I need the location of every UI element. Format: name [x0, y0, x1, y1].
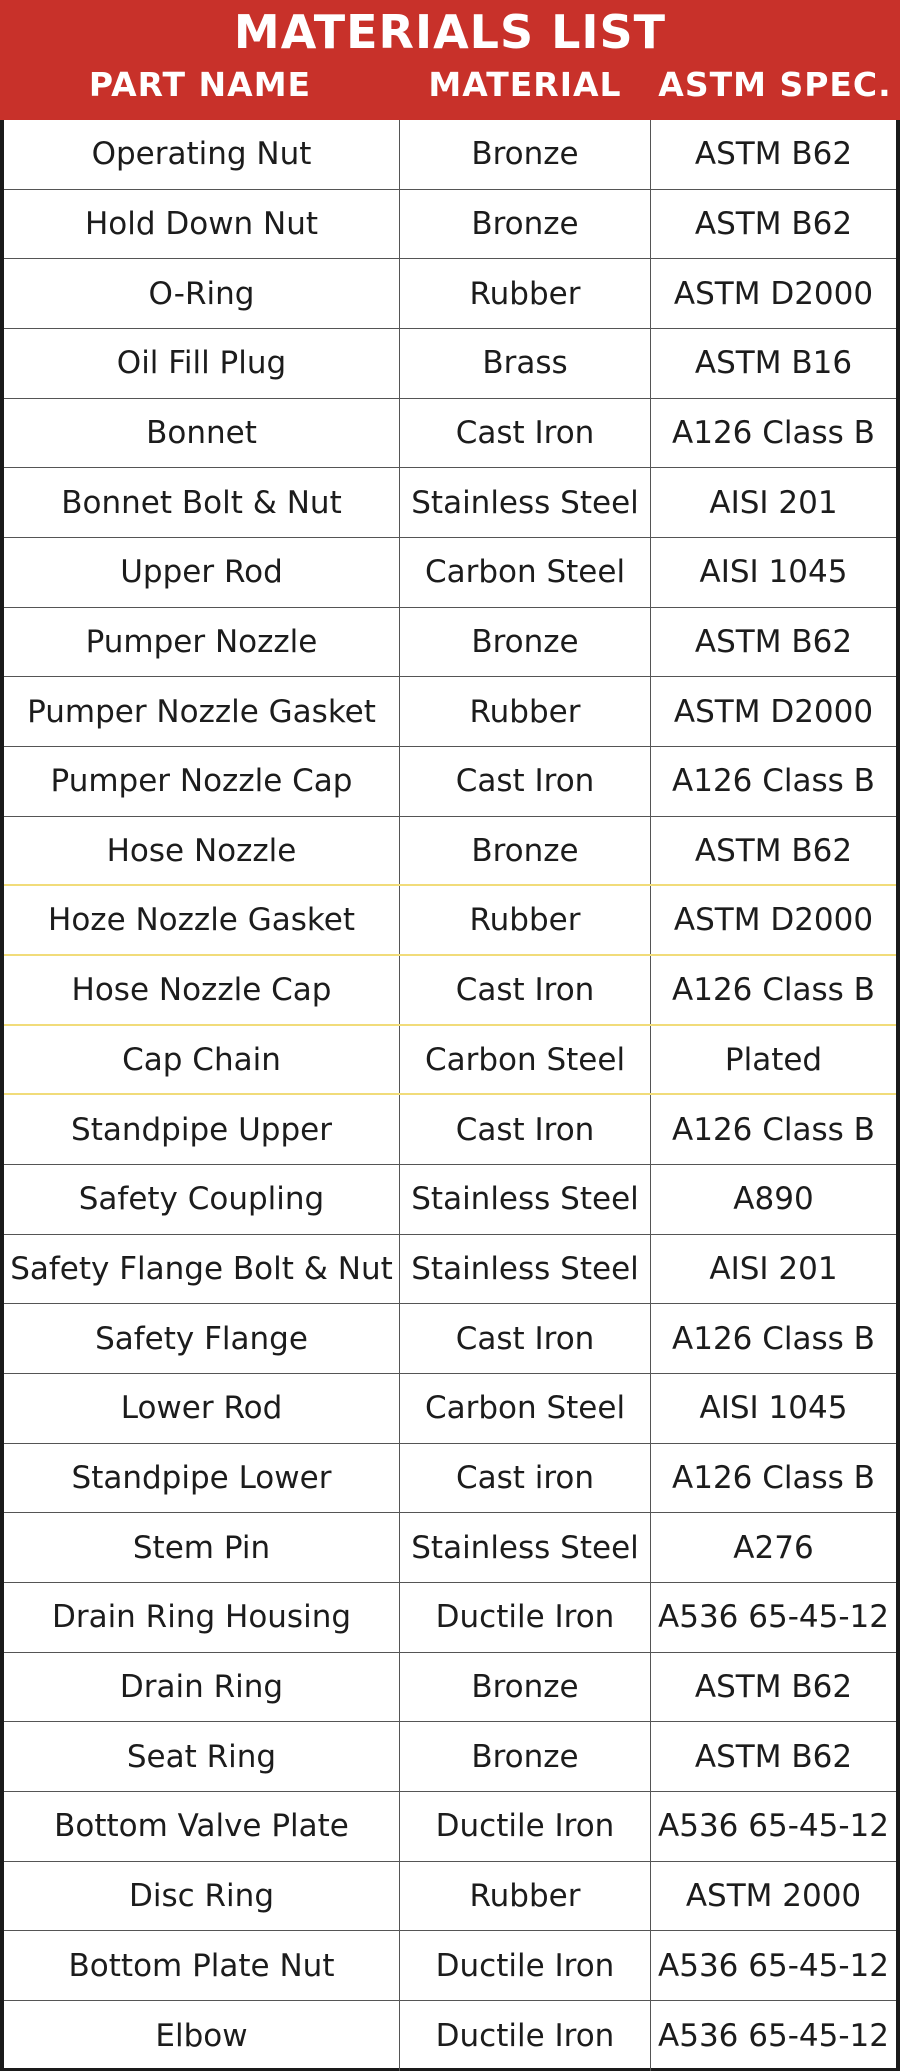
material-cell: Ductile Iron — [400, 2001, 651, 2071]
table-row — [4, 1653, 896, 1723]
astm-spec-cell: A536 65-45-12 — [658, 1947, 889, 1984]
material-cell: Cast Iron — [400, 399, 651, 468]
astm-spec-cell: ASTM B62 — [694, 832, 853, 869]
material-cell: Cast Iron — [400, 747, 651, 816]
astm-spec-cell: ASTM B62 — [694, 206, 853, 242]
material-cell: Ductile Iron — [400, 1583, 651, 1652]
astm-spec-cell: AISI 1045 — [699, 1390, 848, 1427]
table-row — [4, 2001, 896, 2071]
part-name-cell: Hose Nozzle Cap — [4, 956, 400, 1024]
astm-spec-cell: AISI 201 — [709, 1251, 838, 1288]
material-cell: Bronze — [400, 608, 651, 677]
material-cell: Rubber — [400, 259, 651, 328]
table-row — [4, 956, 896, 1026]
part-name-cell: Seat Ring — [4, 1722, 400, 1791]
table-row — [4, 1583, 896, 1653]
material-cell: Cast Iron — [400, 1095, 651, 1164]
part-name-cell: Pumper Nozzle Cap — [4, 747, 400, 816]
part-name-cell: Pumper Nozzle Gasket — [4, 677, 400, 746]
astm-spec-cell: A276 — [733, 1529, 814, 1566]
astm-spec-cell: A890 — [733, 1181, 814, 1218]
table-row — [4, 538, 896, 608]
astm-spec-cell: A126 Class B — [672, 971, 875, 1008]
material-cell: Stainless Steel — [400, 1513, 651, 1582]
part-name-cell: Bonnet Bolt & Nut — [4, 468, 400, 537]
material-cell: Cast Iron — [400, 1304, 651, 1373]
astm-spec-cell: AISI 1045 — [699, 554, 848, 591]
column-header-material: MATERIAL — [428, 65, 622, 104]
material-cell: Rubber — [400, 1862, 651, 1931]
part-name-cell: Lower Rod — [4, 1374, 400, 1443]
astm-spec-cell: A126 Class B — [672, 1320, 875, 1357]
part-name-cell: Upper Rod — [4, 538, 400, 607]
table-row — [4, 747, 896, 817]
page-title: MATERIALS LIST — [233, 5, 667, 59]
astm-spec-cell: ASTM D2000 — [673, 902, 874, 939]
table-row — [4, 1722, 896, 1792]
astm-spec-cell: ASTM B62 — [694, 136, 853, 173]
material-cell: Ductile Iron — [400, 1931, 651, 2000]
astm-spec-cell: ASTM D2000 — [673, 275, 874, 312]
column-header-astm-spec: ASTM SPEC. — [658, 65, 892, 104]
material-cell: Brass — [400, 329, 651, 398]
astm-spec-cell: ASTM B62 — [694, 624, 853, 661]
part-name-cell: Safety Coupling — [4, 1165, 400, 1234]
part-name-cell: Bottom Plate Nut — [4, 1931, 400, 2000]
astm-spec-cell: ASTM 2000 — [685, 1878, 862, 1915]
material-cell: Cast Iron — [400, 956, 651, 1024]
table-row — [4, 1304, 896, 1374]
table-row — [4, 677, 896, 747]
part-name-cell: Drain Ring Housing — [4, 1583, 400, 1652]
part-name-cell: Standpipe Lower — [4, 1444, 400, 1513]
astm-spec-cell: A536 65-45-12 — [658, 2017, 889, 2054]
part-name-cell: Stem Pin — [4, 1513, 400, 1582]
part-name-cell: Pumper Nozzle — [4, 608, 400, 677]
material-cell: Rubber — [400, 886, 651, 954]
part-name-cell: Standpipe Upper — [4, 1095, 400, 1164]
astm-spec-cell: A126 Class B — [672, 1111, 875, 1148]
table-row — [4, 1165, 896, 1235]
materials-table — [0, 120, 900, 2071]
part-name-cell: Hose Nozzle — [4, 817, 400, 885]
material-cell: Bronze — [400, 1653, 651, 1722]
part-name-cell: Disc Ring — [4, 1862, 400, 1931]
astm-spec-cell: AISI 201 — [709, 484, 838, 521]
table-row — [4, 817, 896, 887]
table-row — [4, 1862, 896, 1932]
material-cell: Carbon Steel — [400, 538, 651, 607]
table-header — [0, 0, 900, 120]
table-row — [4, 1235, 896, 1305]
material-cell: Bronze — [400, 1722, 651, 1791]
material-cell: Carbon Steel — [400, 1374, 651, 1443]
part-name-cell: Safety Flange Bolt & Nut — [4, 1235, 400, 1304]
astm-spec-cell: A126 Class B — [672, 763, 875, 800]
part-name-cell: Operating Nut — [4, 120, 400, 189]
table-row — [4, 399, 896, 469]
material-cell: Bronze — [400, 817, 651, 885]
astm-spec-cell: A126 Class B — [672, 415, 875, 452]
material-cell: Bronze — [400, 190, 651, 259]
table-row — [4, 1792, 896, 1862]
table-row — [4, 468, 896, 538]
astm-spec-cell: A126 Class B — [672, 1460, 875, 1497]
table-row — [4, 886, 896, 956]
table-row — [4, 329, 896, 399]
material-cell: Carbon Steel — [400, 1026, 651, 1094]
column-header-part-name: PART NAME — [88, 65, 312, 104]
table-row — [4, 190, 896, 260]
part-name-cell: Hold Down Nut — [4, 190, 400, 259]
material-cell: Bronze — [400, 120, 651, 189]
table-row — [4, 1444, 896, 1514]
table-row — [4, 120, 896, 190]
astm-spec-cell: A536 65-45-12 — [658, 1808, 889, 1845]
material-cell: Rubber — [400, 677, 651, 746]
table-row — [4, 1931, 896, 2001]
material-cell: Stainless Steel — [400, 468, 651, 537]
astm-spec-cell: ASTM D2000 — [673, 693, 874, 730]
table-row — [4, 1513, 896, 1583]
table-row — [4, 608, 896, 678]
part-name-cell: Bottom Valve Plate — [4, 1792, 400, 1861]
material-cell: Ductile Iron — [400, 1792, 651, 1861]
part-name-cell: O-Ring — [4, 259, 400, 328]
material-cell: Cast iron — [400, 1444, 651, 1513]
table-row — [4, 1095, 896, 1165]
astm-spec-cell: Plated — [724, 1041, 823, 1078]
table-row — [4, 1374, 896, 1444]
astm-spec-cell: A536 65-45-12 — [658, 1599, 889, 1636]
part-name-cell: Bonnet — [4, 399, 400, 468]
part-name-cell: Oil Fill Plug — [4, 329, 400, 398]
astm-spec-cell: ASTM B62 — [694, 1738, 853, 1775]
astm-spec-cell: ASTM B62 — [694, 1669, 853, 1706]
part-name-cell: Safety Flange — [4, 1304, 400, 1373]
material-cell: Stainless Steel — [400, 1235, 651, 1304]
table-row — [4, 1026, 896, 1096]
part-name-cell: Cap Chain — [4, 1026, 400, 1094]
part-name-cell: Hoze Nozzle Gasket — [4, 886, 400, 954]
part-name-cell: Elbow — [4, 2001, 400, 2071]
astm-spec-cell: ASTM B16 — [694, 345, 853, 382]
table-row — [4, 259, 896, 329]
part-name-cell: Drain Ring — [4, 1653, 400, 1722]
material-cell: Stainless Steel — [400, 1165, 651, 1234]
